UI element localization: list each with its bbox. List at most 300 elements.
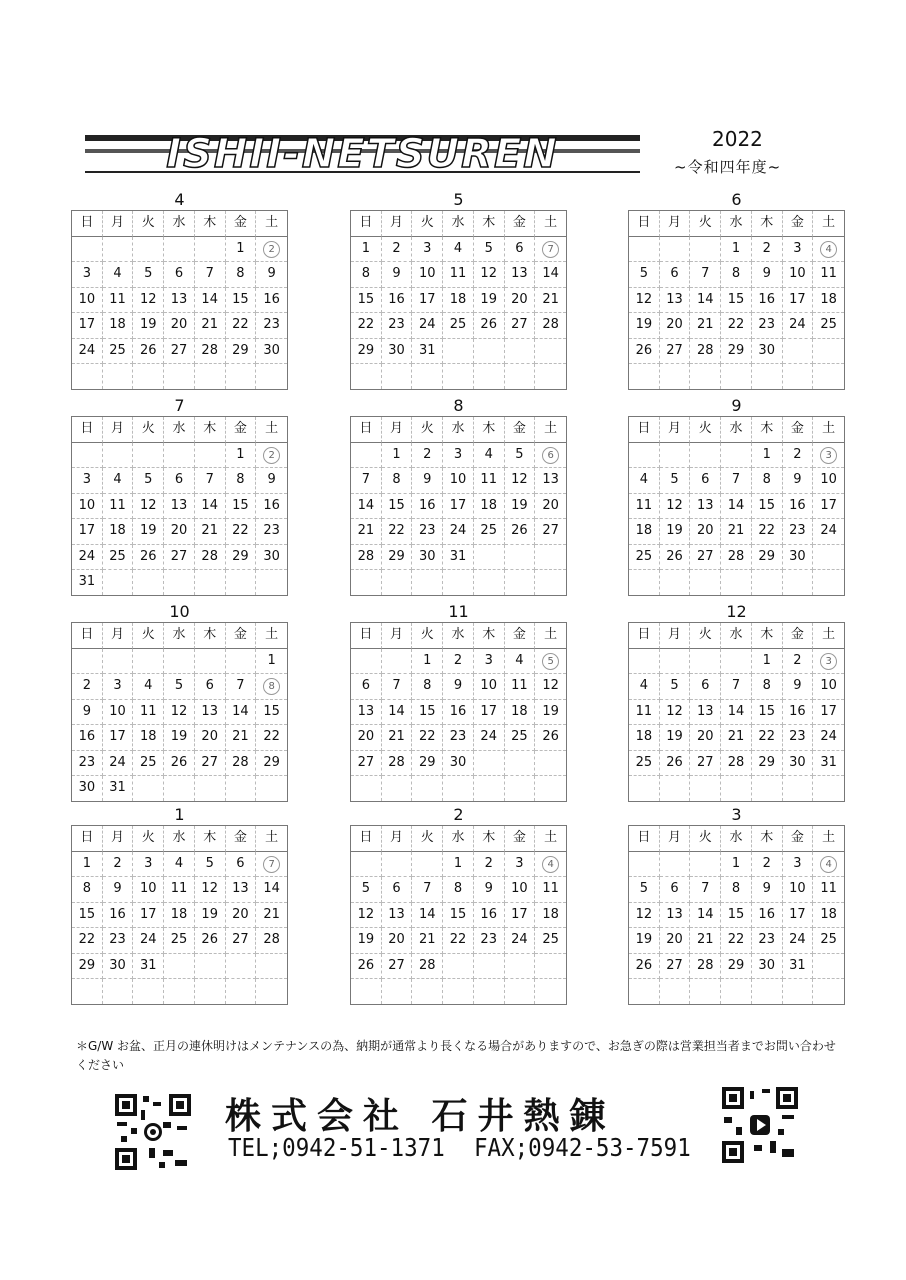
day-cell: 12 [629,288,660,314]
day-cell: 28 [412,954,443,980]
day-cell: 19 [629,313,660,339]
day-cell: 22 [721,313,752,339]
month-title: 1 [174,805,185,824]
day-cell: 20 [164,313,195,339]
day-cell: 2 [474,852,505,878]
empty-cell [412,776,443,801]
empty-cell [443,954,474,980]
day-cell: 25 [103,545,134,571]
day-cell: 13 [660,903,691,929]
day-cell: 3 [133,852,164,878]
empty-cell [103,443,134,469]
day-cell: 22 [752,725,783,751]
empty-cell [195,649,226,675]
day-cell: 5 [133,468,164,494]
day-cell: 19 [660,725,691,751]
day-cell: 18 [813,903,844,929]
day-cell: 6 [351,674,382,700]
day-cell: 30 [412,545,443,571]
empty-cell [721,570,752,595]
day-cell: 21 [195,313,226,339]
day-cell: 17 [474,700,505,726]
day-cell: 4 [443,237,474,263]
day-cell: 23 [382,313,413,339]
month-title: 5 [453,190,464,209]
weekday-header: 日 [72,211,103,237]
day-cell: 19 [535,700,566,726]
day-cell [535,852,566,878]
day-cell: 1 [351,237,382,263]
empty-cell [351,570,382,595]
weekday-header: 金 [783,211,814,237]
day-cell: 25 [474,519,505,545]
day-cell: 18 [474,494,505,520]
day-cell: 4 [629,674,660,700]
day-cell: 9 [103,877,134,903]
day-cell: 4 [505,649,536,675]
day-cell [535,649,566,675]
empty-cell [103,979,134,1004]
empty-cell [382,979,413,1004]
month-title: 11 [448,602,469,621]
day-cell: 8 [226,262,257,288]
day-cell: 27 [164,339,195,365]
day-cell: 31 [72,570,103,595]
day-cell: 8 [412,674,443,700]
day-cell: 25 [813,928,844,954]
empty-cell [195,443,226,469]
circled-day: 4 [820,241,837,258]
day-cell: 17 [103,725,134,751]
weekday-header: 金 [505,826,536,852]
empty-cell [535,776,566,801]
weekday-header: 火 [690,826,721,852]
empty-cell [783,776,814,801]
day-cell: 23 [103,928,134,954]
weekday-header: 土 [813,211,844,237]
empty-cell [535,954,566,980]
day-cell: 9 [382,262,413,288]
logo-text: ISHII-NETSUREN [166,131,559,177]
month-calendar [350,396,567,596]
day-cell: 8 [752,468,783,494]
day-cell: 12 [164,700,195,726]
day-cell [256,237,287,263]
day-cell: 20 [195,725,226,751]
day-cell: 2 [783,649,814,675]
day-cell: 14 [195,494,226,520]
day-cell: 27 [690,751,721,777]
empty-cell [412,364,443,389]
day-cell: 10 [505,877,536,903]
empty-cell [195,237,226,263]
day-cell: 26 [351,954,382,980]
day-cell: 3 [72,262,103,288]
weekday-header: 火 [412,623,443,649]
day-cell: 31 [443,545,474,571]
day-cell: 12 [133,288,164,314]
day-cell: 29 [752,545,783,571]
month-calendar [71,190,288,390]
day-cell: 14 [721,494,752,520]
month-calendar [71,805,288,1005]
phone-number: TEL;0942-51-1371 [228,1133,445,1162]
day-cell: 24 [72,545,103,571]
day-cell: 27 [660,954,691,980]
empty-cell [443,776,474,801]
weekday-header: 日 [351,211,382,237]
day-cell: 24 [783,928,814,954]
weekday-header: 木 [195,826,226,852]
day-cell: 22 [226,519,257,545]
weekday-header: 土 [813,623,844,649]
day-cell: 3 [783,237,814,263]
day-cell: 18 [164,903,195,929]
day-cell: 8 [72,877,103,903]
empty-cell [72,443,103,469]
day-cell: 3 [72,468,103,494]
day-cell: 13 [226,877,257,903]
day-cell: 1 [226,237,257,263]
weekday-header: 火 [412,211,443,237]
company-name: 株式会社 石井熱錬 [225,1095,616,1137]
day-cell: 20 [351,725,382,751]
day-cell: 12 [505,468,536,494]
day-cell: 30 [752,339,783,365]
day-cell: 21 [721,725,752,751]
day-cell: 19 [133,519,164,545]
day-cell: 30 [103,954,134,980]
empty-cell [164,364,195,389]
day-cell: 5 [474,237,505,263]
weekday-header: 土 [813,417,844,443]
day-cell: 22 [256,725,287,751]
day-cell: 23 [256,519,287,545]
empty-cell [629,852,660,878]
empty-cell [72,649,103,675]
weekday-header: 金 [226,623,257,649]
day-cell: 5 [505,443,536,469]
empty-cell [813,570,844,595]
day-cell: 13 [660,288,691,314]
day-cell: 26 [505,519,536,545]
day-cell: 16 [412,494,443,520]
day-cell: 1 [412,649,443,675]
weekday-header: 日 [351,826,382,852]
day-cell: 18 [813,288,844,314]
day-cell: 30 [752,954,783,980]
empty-cell [690,364,721,389]
month-calendar [628,805,845,1005]
empty-cell [103,649,134,675]
day-cell: 28 [721,751,752,777]
day-cell: 30 [382,339,413,365]
weekday-header: 木 [752,211,783,237]
weekday-header: 水 [164,417,195,443]
month-title: 6 [731,190,742,209]
weekday-header: 水 [164,826,195,852]
weekday-header: 土 [256,211,287,237]
empty-cell [690,570,721,595]
empty-cell [535,570,566,595]
day-cell: 17 [505,903,536,929]
month-title: 3 [731,805,742,824]
empty-cell [721,649,752,675]
empty-cell [72,237,103,263]
day-cell: 10 [783,877,814,903]
empty-cell [813,545,844,571]
weekday-header: 火 [133,623,164,649]
day-cell: 15 [412,700,443,726]
day-cell: 24 [412,313,443,339]
weekday-header: 土 [535,826,566,852]
day-cell: 17 [783,288,814,314]
month-grid [350,825,567,1005]
weekday-header: 木 [474,826,505,852]
empty-cell [474,364,505,389]
day-cell: 12 [535,674,566,700]
month-calendar [628,602,845,802]
empty-cell [813,954,844,980]
day-cell: 20 [535,494,566,520]
day-cell: 13 [351,700,382,726]
empty-cell [382,570,413,595]
day-cell: 4 [103,468,134,494]
day-cell: 7 [412,877,443,903]
day-cell: 20 [690,519,721,545]
weekday-header: 月 [382,417,413,443]
empty-cell [351,852,382,878]
empty-cell [226,649,257,675]
day-cell: 6 [226,852,257,878]
empty-cell [660,649,691,675]
day-cell: 25 [133,751,164,777]
empty-cell [783,570,814,595]
month-grid [71,622,288,802]
day-cell: 7 [382,674,413,700]
day-cell: 31 [783,954,814,980]
day-cell: 2 [382,237,413,263]
empty-cell [226,570,257,595]
day-cell: 2 [412,443,443,469]
weekday-header: 金 [783,623,814,649]
day-cell: 27 [195,751,226,777]
day-cell [813,237,844,263]
day-cell: 11 [629,700,660,726]
empty-cell [133,979,164,1004]
day-cell: 26 [535,725,566,751]
weekday-header: 金 [505,211,536,237]
day-cell: 26 [474,313,505,339]
day-cell: 16 [783,494,814,520]
day-cell: 29 [721,339,752,365]
empty-cell [103,237,134,263]
day-cell: 7 [721,674,752,700]
empty-cell [256,364,287,389]
weekday-header: 金 [505,417,536,443]
month-title: 4 [174,190,185,209]
day-cell: 9 [752,262,783,288]
weekday-header: 水 [721,417,752,443]
day-cell [256,852,287,878]
day-cell: 8 [721,877,752,903]
weekday-header: 日 [351,417,382,443]
weekday-header: 月 [382,211,413,237]
empty-cell [226,954,257,980]
day-cell: 28 [351,545,382,571]
day-cell: 24 [783,313,814,339]
day-cell: 14 [690,903,721,929]
day-cell: 1 [752,443,783,469]
day-cell: 14 [382,700,413,726]
day-cell: 19 [195,903,226,929]
empty-cell [164,649,195,675]
weekday-header: 月 [103,211,134,237]
empty-cell [505,364,536,389]
empty-cell [629,570,660,595]
empty-cell [103,364,134,389]
empty-cell [103,570,134,595]
day-cell: 18 [443,288,474,314]
empty-cell [813,339,844,365]
day-cell: 30 [783,545,814,571]
circled-day: 4 [542,856,559,873]
day-cell [813,649,844,675]
day-cell: 5 [164,674,195,700]
day-cell: 27 [660,339,691,365]
empty-cell [382,776,413,801]
empty-cell [351,776,382,801]
empty-cell [721,443,752,469]
day-cell: 15 [226,288,257,314]
day-cell: 6 [195,674,226,700]
circled-day: 3 [820,653,837,670]
weekday-header: 金 [226,826,257,852]
month-grid [350,622,567,802]
empty-cell [505,979,536,1004]
empty-cell [256,979,287,1004]
empty-cell [535,364,566,389]
day-cell: 15 [752,494,783,520]
day-cell: 2 [783,443,814,469]
day-cell: 14 [721,700,752,726]
empty-cell [505,339,536,365]
day-cell: 7 [351,468,382,494]
day-cell: 28 [256,928,287,954]
day-cell: 6 [164,262,195,288]
empty-cell [226,776,257,801]
day-cell [256,674,287,700]
weekday-header: 土 [256,623,287,649]
empty-cell [256,954,287,980]
empty-cell [351,649,382,675]
empty-cell [629,364,660,389]
day-cell: 12 [474,262,505,288]
qr-code-youtube [720,1085,800,1165]
empty-cell [133,649,164,675]
day-cell: 18 [629,519,660,545]
month-calendar [350,805,567,1005]
day-cell: 4 [629,468,660,494]
empty-cell [690,776,721,801]
day-cell [535,443,566,469]
month-grid [350,210,567,390]
weekday-header: 日 [629,417,660,443]
day-cell: 9 [783,468,814,494]
weekday-header: 土 [813,826,844,852]
weekday-header: 日 [629,623,660,649]
day-cell: 23 [412,519,443,545]
empty-cell [195,954,226,980]
day-cell: 13 [382,903,413,929]
month-title: 9 [731,396,742,415]
day-cell: 18 [629,725,660,751]
day-cell: 8 [351,262,382,288]
empty-cell [164,776,195,801]
day-cell: 18 [535,903,566,929]
weekday-header: 火 [133,417,164,443]
month-grid [71,416,288,596]
company-logo [85,133,640,175]
day-cell: 14 [256,877,287,903]
day-cell: 5 [660,674,691,700]
weekday-header: 木 [195,623,226,649]
weekday-header: 土 [535,211,566,237]
weekday-header: 水 [443,417,474,443]
day-cell: 19 [505,494,536,520]
weekday-header: 月 [660,417,691,443]
day-cell: 10 [474,674,505,700]
circled-day: 5 [542,653,559,670]
day-cell: 1 [721,237,752,263]
empty-cell [412,979,443,1004]
day-cell: 23 [783,519,814,545]
empty-cell [164,443,195,469]
day-cell: 9 [783,674,814,700]
day-cell: 27 [690,545,721,571]
day-cell: 17 [72,313,103,339]
qr-code-left [113,1092,193,1172]
day-cell: 24 [103,751,134,777]
day-cell: 9 [256,262,287,288]
empty-cell [535,545,566,571]
day-cell: 15 [443,903,474,929]
empty-cell [351,364,382,389]
empty-cell [505,776,536,801]
day-cell: 16 [103,903,134,929]
day-cell: 22 [443,928,474,954]
day-cell: 21 [226,725,257,751]
day-cell: 1 [752,649,783,675]
weekday-header: 木 [474,211,505,237]
day-cell: 21 [690,313,721,339]
day-cell: 24 [72,339,103,365]
day-cell: 25 [813,313,844,339]
empty-cell [474,979,505,1004]
weekday-header: 金 [226,211,257,237]
day-cell: 29 [351,339,382,365]
day-cell: 18 [103,313,134,339]
day-cell: 7 [195,262,226,288]
day-cell: 3 [443,443,474,469]
circled-day: 2 [263,241,280,258]
day-cell: 13 [535,468,566,494]
empty-cell [443,339,474,365]
day-cell: 11 [474,468,505,494]
day-cell: 25 [164,928,195,954]
day-cell: 11 [443,262,474,288]
empty-cell [226,364,257,389]
